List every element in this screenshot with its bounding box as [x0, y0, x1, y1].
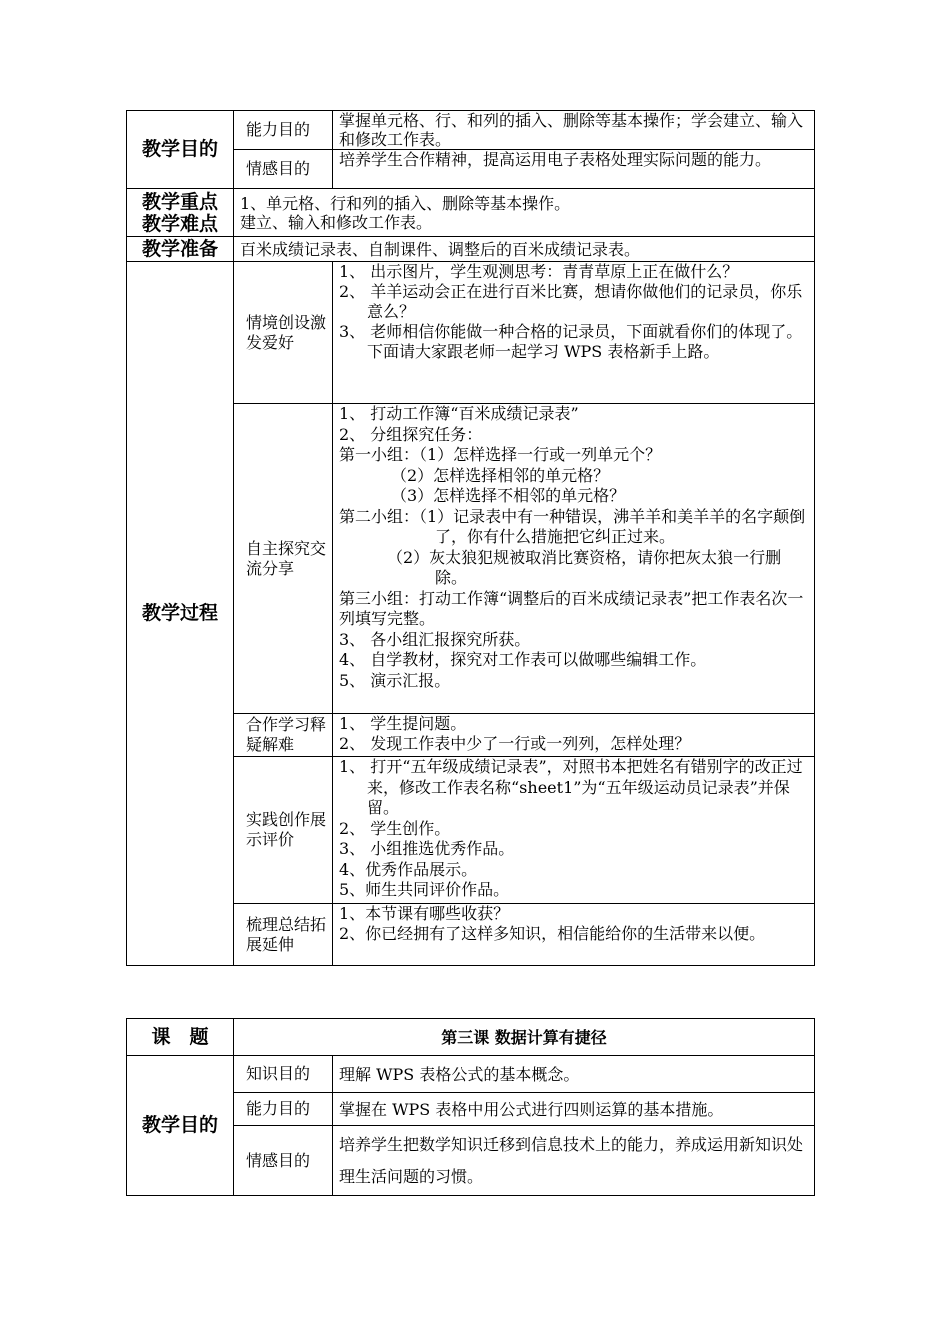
stage-cooperate-content: 1、 学生提问题。 2、 发现工作表中少了一行或一列列，怎样处理？	[333, 714, 815, 757]
stage-summary-label: 梳理总结拓展延伸	[234, 904, 333, 966]
preparation-label: 教学准备	[127, 237, 234, 262]
teaching-goal-label-2: 教学目的	[127, 1056, 234, 1196]
stage-explore-label: 自主探究交流分享	[234, 404, 333, 714]
knowledge-goal-label: 知识目的	[234, 1056, 333, 1093]
stage-situation-content: 1、 出示图片，学生观测思考：青青草原上正在做什么？ 2、 羊羊运动会正在进行百米比赛，想请你做他们的记录员，你乐意么？ 3、 老师相信你能做一种合格的记录员，下面就看你们的体现了。下面请大家跟老师一起学习 WPS 表格新手上路。	[333, 262, 815, 404]
emotion-goal-label: 情感目的	[234, 150, 333, 189]
stage-explore-content: 1、 打动工作簿“百米成绩记录表” 2、 分组探究任务： 第一小组：（1）怎样选择一行或一列单元个？ （2）怎样选择相邻的单元格？ （3）怎样选择不相邻的单元格？ 第二小组：（1）记录表中有一种错误，沸羊羊和美羊羊的名字颠倒了，你有什么措施把它纠正过来。 （2）灰太狼犯规被取消比赛资格，请你把灰太狼一行删除。 第三小组：打动工作簿“调整后的百米成绩记录表”把工作表名次一列填写完整。 3、 各小组汇报探究所获。 4、 自学教材，探究对工作表可以做哪些编辑工作。 5、 演示汇报。	[333, 404, 815, 714]
emotion-goal-text: 培养学生合作精神，提高运用电子表格处理实际问题的能力。	[333, 150, 815, 189]
stage-summary-content: 1、本节课有哪些收获？ 2、你已经拥有了这样多知识，相信能给你的生活带来以便。	[333, 904, 815, 966]
lesson-plan-table-2	[126, 1018, 815, 1196]
key-points-text: 1、单元格、行和列的插入、删除等基本操作。 建立、输入和修改工作表。	[234, 189, 815, 237]
ability-goal-text-2: 掌握在 WPS 表格中用公式进行四则运算的基本措施。	[333, 1093, 815, 1126]
topic-label: 课 题	[127, 1019, 234, 1056]
teaching-process-label: 教学过程	[127, 262, 234, 966]
ability-goal-text: 掌握单元格、行、和列的插入、删除等基本操作；学会建立、输入和修改工作表。	[333, 111, 815, 150]
ability-goal-label-2: 能力目的	[234, 1093, 333, 1126]
knowledge-goal-text: 理解 WPS 表格公式的基本概念。	[333, 1056, 815, 1093]
emotion-goal-text-2: 培养学生把数学知识迁移到信息技术上的能力，养成运用新知识处理生活问题的习惯。	[333, 1126, 815, 1196]
ability-goal-label: 能力目的	[234, 111, 333, 150]
stage-practice-label: 实践创作展示评价	[234, 757, 333, 904]
stage-cooperate-label: 合作学习释疑解难	[234, 714, 333, 757]
key-difficult-points-label: 教学重点 教学难点	[127, 189, 234, 237]
emotion-goal-label-2: 情感目的	[234, 1126, 333, 1196]
preparation-text: 百米成绩记录表、自制课件、调整后的百米成绩记录表。	[234, 237, 815, 262]
stage-situation-label: 情境创设激发爱好	[234, 262, 333, 404]
stage-practice-content: 1、 打开“五年级成绩记录表”，对照书本把姓名有错别字的改正过来，修改工作表名称“sheet1”为“五年级运动员记录表”并保留。 2、 学生创作。 3、 小组推选优秀作品。 4、优秀作品展示。 5、师生共同评价作品。	[333, 757, 815, 904]
topic-title: 第三课 数据计算有捷径	[234, 1019, 815, 1056]
teaching-goal-label: 教学目的	[127, 111, 234, 189]
lesson-plan-table-1	[126, 110, 815, 966]
